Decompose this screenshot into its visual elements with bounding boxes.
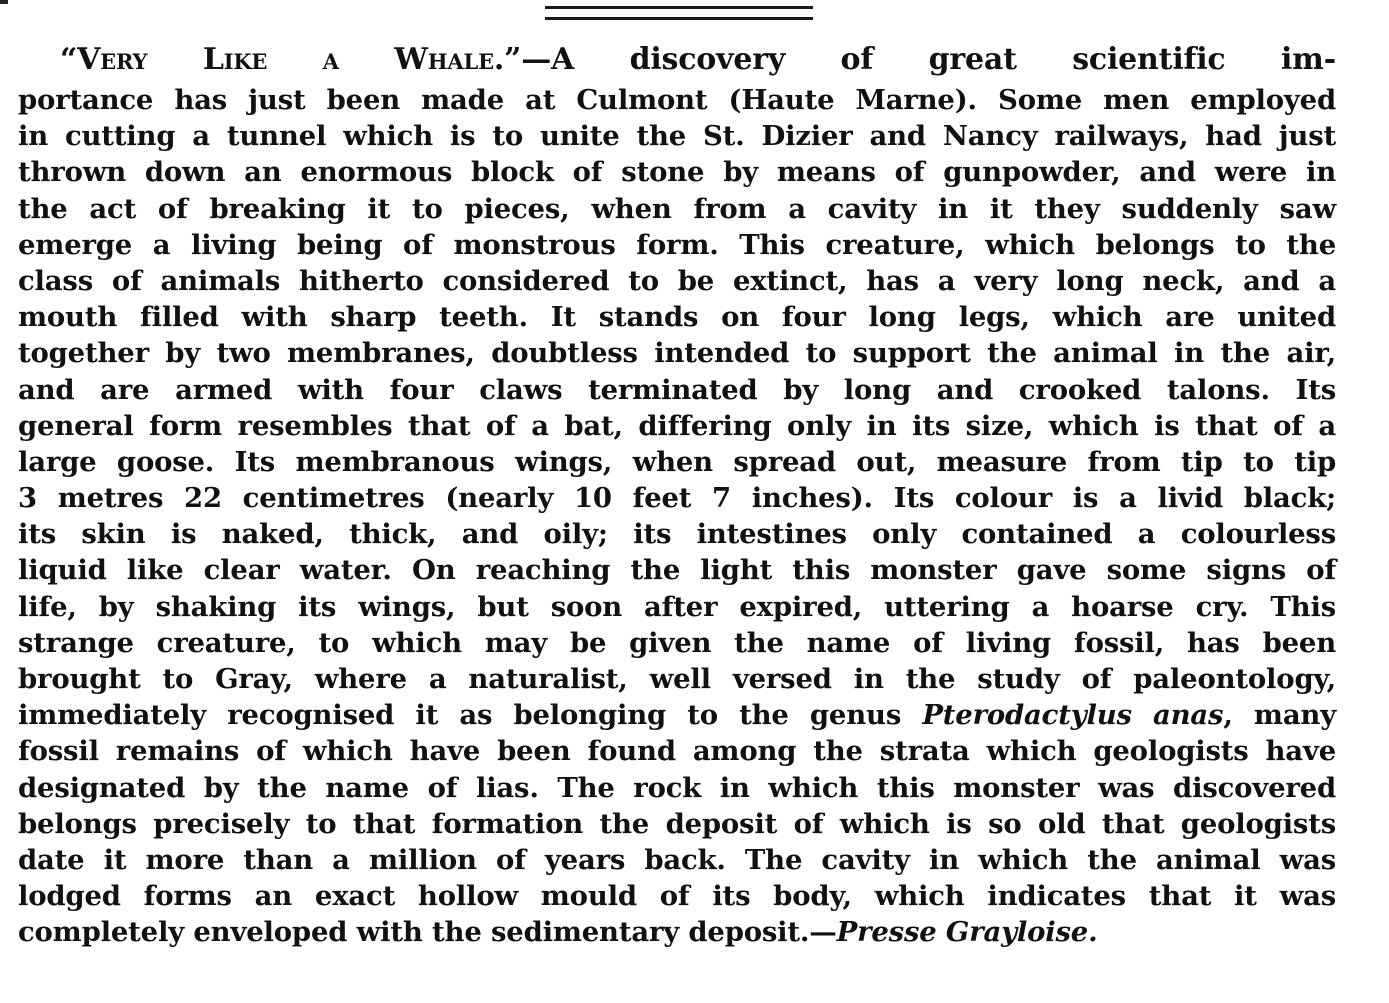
article-line: A discovery of great scientific im-: [551, 42, 1336, 77]
article-line: mouth filled with sharp teeth. It stands on four long legs, which are united: [18, 301, 1336, 334]
article-line: portance has just been made at Culmont (Haute Marne). Some men employed: [18, 84, 1336, 116]
article-line: the act of breaking it to pieces, when from a cavity in it they suddenly saw: [18, 192, 1336, 225]
article-line: large goose. Its membranous wings, when spread out, measure from tip to tip: [18, 445, 1336, 478]
margin-mark: [0, 0, 8, 4]
article-line: emerge a living being of monstrous form. This creature, which belongs to the: [18, 228, 1336, 261]
article-line-genus: [18, 697, 1336, 733]
article-line: lodged forms an exact hollow mould of its body, which indicates that it was: [18, 880, 1336, 913]
article-column: [18, 38, 1336, 951]
article-line: together by two membranes, doubtless intended to support the animal in the air,: [18, 337, 1336, 370]
article-line: liquid like clear water. On reaching the light this monster gave some signs of: [18, 554, 1336, 587]
article-line: date it more than a million of years back. The cavity in which the animal was: [18, 843, 1336, 876]
article-line: thrown down an enormous block of stone by means of gunpowder, and were in: [18, 156, 1336, 189]
article-line: brought to Gray, where a naturalist, well versed in the study of paleontology,: [18, 663, 1336, 695]
section-rule-top: [545, 6, 813, 9]
genus-line-before: immediately recognised it as belonging to the genus: [18, 699, 923, 732]
article-line: general form resembles that of a bat, differing only in its size, which is that of a: [18, 409, 1336, 442]
article-source: Presse Grayloise.: [836, 916, 1098, 949]
article-headline-line: [18, 38, 1336, 82]
article-line: designated by the name of lias. The rock in which this monster was discovered: [18, 771, 1336, 804]
headline-quote-close: .”—: [493, 42, 551, 77]
article-line: its skin is naked, thick, and oily; its intestines only contained a colourless: [18, 518, 1336, 551]
article-line: in cutting a tunnel which is to unite the St. Dizier and Nancy railways, had just: [18, 120, 1336, 153]
closing-text: completely enveloped with the sedimentary deposit.—: [18, 916, 837, 949]
article-line: class of animals hitherto considered to be extinct, has a very long neck, and a: [18, 264, 1336, 297]
article-line: strange creature, to which may be given the name of living fossil, has been: [18, 626, 1336, 659]
section-rule-bottom: [545, 17, 813, 20]
article-line: fossil remains of which have been found among the strata which geologists have: [18, 735, 1336, 768]
genus-name: Pterodactylus anas: [922, 699, 1224, 732]
article-line: 3 metres 22 centimetres (nearly 10 feet 7 inches). Its colour is a livid black;: [18, 482, 1336, 515]
article-line: life, by shaking its wings, but soon after expired, uttering a hoarse cry. This: [18, 590, 1336, 623]
article-headline: Very Like a Whale: [77, 42, 494, 77]
article-line: belongs precisely to that formation the deposit of which is so old that geologists: [18, 807, 1336, 840]
headline-quote-open: “: [60, 42, 78, 77]
genus-line-after: , many: [1223, 699, 1337, 732]
article-line: and are armed with four claws terminated by long and crooked talons. Its: [18, 373, 1336, 406]
article-closing-line: [18, 914, 1336, 950]
